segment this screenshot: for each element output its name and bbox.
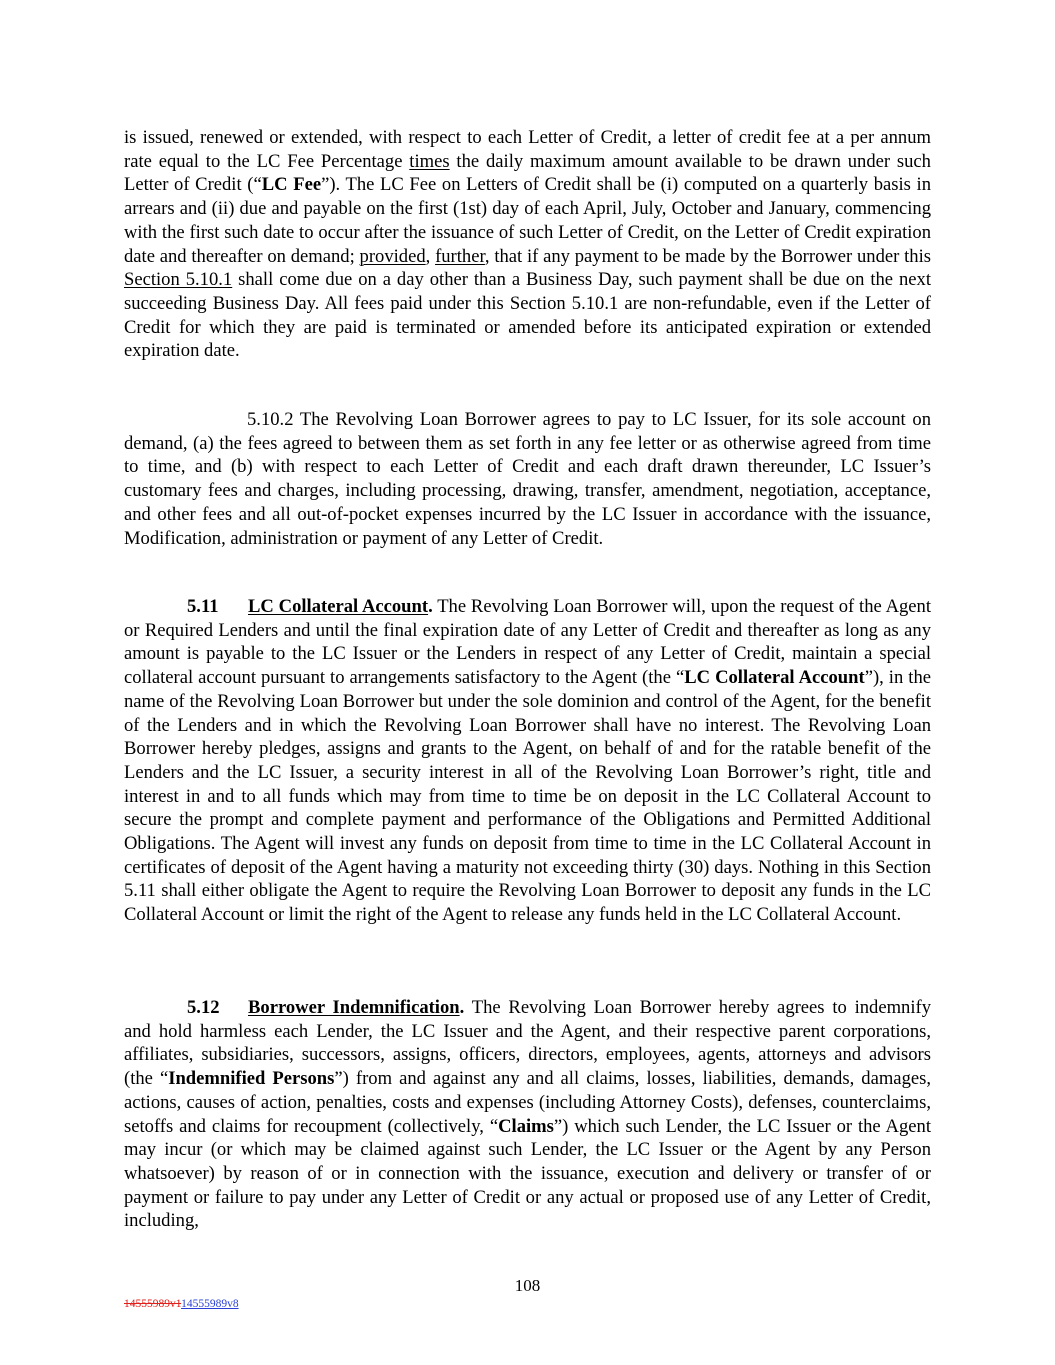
text-run: , [425, 245, 436, 267]
document-id-footer [124, 1297, 239, 1311]
defined-term-indemnified-persons: Indemnified Persons [168, 1068, 335, 1090]
heading-period: . [428, 596, 433, 617]
text-run: is issued, renewed or extended, with respect to each Letter of Credit, a letter of credit fee at a per annum rate equal to the LC Fee Percentage [124, 127, 931, 172]
section-reference-5-10-1: Section 5.10.1 [124, 269, 233, 291]
text-run: ”) which such Lender, the LC Issuer or the Agent may incur (or which may be claimed against such Lender, the LC Issuer or the Agent by any Person whatsoever) by reason of or in connection with the issuance, execution and delivery or transfer of or payment or failure to pay under any Letter of Credit or any actual or proposed use of any Letter of Credit, including, [124, 1115, 931, 1232]
defined-term-lc-fee: LC Fee [261, 174, 322, 196]
page-number: 108 [514, 1276, 541, 1295]
section-number: 5.11 [187, 596, 219, 617]
text-run: The Revolving Loan Borrower hereby agrees to indemnify and hold harmless each Lender, the LC Issuer and the Agent, and their respective parent corporations, affiliates, subsidiaries, successors, assigns, officers, directors, employees, agents, attorneys and advisors (the “ [124, 997, 931, 1090]
inserted-doc-id: 14555989v8 [181, 1298, 239, 1310]
underlined-term-further: further [435, 245, 485, 267]
text-run: ”), in the name of the Revolving Loan Borrower but under the sole dominion and control of the Agent, for the benefit of the Lenders and in which the Revolving Loan Borrower shall have no interest. The Revolving Loan Borrower hereby pledges, assigns and grants to the Agent, on behalf of and for the ratable benefit of the Lenders and the LC Issuer, a security interest in all of the Revolving Loan Borrower’s right, title and interest in and to all funds which may from time to time be on deposit in the LC Collateral Account to secure the prompt and complete payment and performance of the Obligations and Permitted Additional Obligations. The Agent will invest any funds on deposit from time to time in the LC Collateral Account in certificates of deposit of the Agent having a maturity not exceeding thirty (30) days. Nothing in this Section 5.11 shall either obligate the Agent to require the Revolving Loan Borrower to deposit any funds in the LC Collateral Account or limit the right of the Agent to release any funds held in the LC Collateral Account. [124, 667, 931, 926]
section-number: 5.12 [187, 997, 220, 1018]
section-heading: Borrower Indemnification [248, 997, 460, 1018]
heading-period: . [459, 997, 465, 1018]
paragraph-lc-fee [124, 126, 931, 363]
text-run: , that if any payment to be made by the Borrower under this [484, 245, 931, 267]
underlined-term-provided: provided [359, 245, 426, 267]
text-run: ”). The LC Fee on Letters of Credit shall be (i) computed on a quarterly basis in arrears and (ii) due and payable on the first (1st) day of each April, July, October and January, commencing with the first such date to occur after the issuance of such Letter of Credit, on the Letter of Credit expiration date and thereafter on demand; [124, 174, 931, 267]
text-run: ”) from and against any and all claims, losses, liabilities, demands, damages, actions, causes of action, penalties, costs and expenses (including Attorney Costs), defenses, counterclaims, setoffs and claims for recoupment (collectively, “ [124, 1068, 931, 1137]
defined-term-lc-collateral-account: LC Collateral Account [684, 667, 865, 689]
text-run: the daily maximum amount available to be drawn under such Letter of Credit (“ [124, 150, 931, 196]
section-heading: LC Collateral Account [248, 596, 429, 617]
deleted-doc-id: 14555989v1 [124, 1298, 182, 1310]
section-5-12 [124, 996, 931, 1233]
text-run: shall come due on a day other than a Business Day, such payment shall be due on the next succeeding Business Day. All fees paid under this Section 5.10.1 are non-refundable, even if the Letter of Credit for which they are paid is terminated or amended before its anticipated expiration or extended expiration date. [124, 269, 931, 362]
paragraph-5-10-2: 5.10.2 The Revolving Loan Borrower agrees to pay to LC Issuer, for its sole account on demand, (a) the fees agreed to between them as set forth in any fee letter or as otherwise agreed from time to time, and (b) with respect to each Letter of Credit and each draft drawn thereunder, LC Issuer’s customary fees and charges, including processing, drawing, transfer, amendment, negotiation, acceptance, and other fees and all out-of-pocket expenses incurred by the LC Issuer in accordance with the issuance, Modification, administration or payment of any Letter of Credit. [124, 409, 931, 549]
text-run: The Revolving Loan Borrower will, upon the request of the Agent or Required Lenders and until the final expiration date of any Letter of Credit and thereafter as long as any amount is payable to the LC Issuer or the Lenders in respect of any Letter of Credit, maintain a special collateral account pursuant to arrangements satisfactory to the Agent (the “ [124, 596, 932, 689]
defined-term-claims: Claims [498, 1115, 554, 1137]
underlined-term-times: times [409, 150, 450, 172]
section-5-11 [124, 595, 931, 927]
